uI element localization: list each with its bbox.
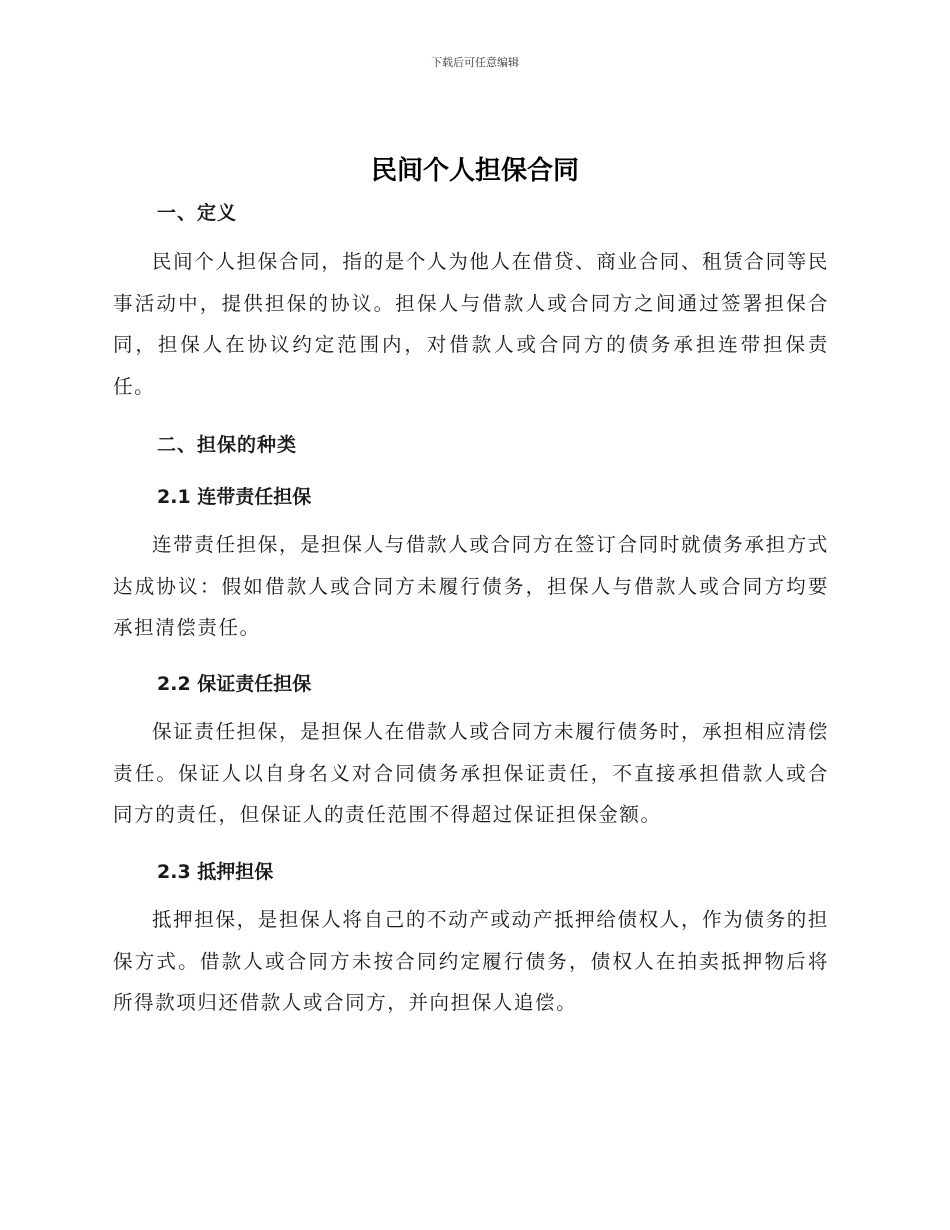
document-title: 民间个人担保合同 — [370, 156, 579, 186]
subsection-heading-joint-liability: 2.1 连带责任担保 — [157, 486, 312, 508]
paragraph-mortgage: 抵押担保，是担保人将自己的不动产或动产抵押给债权人，作为债务的担保方式。借款人或合同方未按合同约定履行债务，债权人在拍卖抵押物后将所得款项归还借款人或合同方，并向担保人追偿。 — [113, 908, 829, 1014]
section-heading-types: 二、担保的种类 — [157, 434, 298, 456]
paragraph-guarantee-liability: 保证责任担保，是担保人在借款人或合同方未履行债务时，承担相应清偿责任。保证人以自身名义对合同债务承担保证责任，不直接承担借款人或合同方的责任，但保证人的责任范围不得超过保证担保金额。 — [113, 720, 829, 826]
subsection-heading-guarantee-liability: 2.2 保证责任担保 — [157, 673, 312, 695]
header-note: 下载后可任意编辑 — [431, 56, 519, 69]
paragraph-definition: 民间个人担保合同，指的是个人为他人在借贷、商业合同、租赁合同等民事活动中，提供担保的协议。担保人与借款人或合同方之间通过签署担保合同，担保人在协议约定范围内，对借款人或合同方的债务承担连带担保责任。 — [113, 250, 829, 398]
subsection-heading-mortgage: 2.3 抵押担保 — [157, 861, 274, 883]
section-heading-definition: 一、定义 — [157, 202, 238, 224]
paragraph-joint-liability: 连带责任担保，是担保人与借款人或合同方在签订合同时就债务承担方式达成协议：假如借款人或合同方未履行债务，担保人与借款人或合同方均要承担清偿责任。 — [113, 533, 829, 639]
